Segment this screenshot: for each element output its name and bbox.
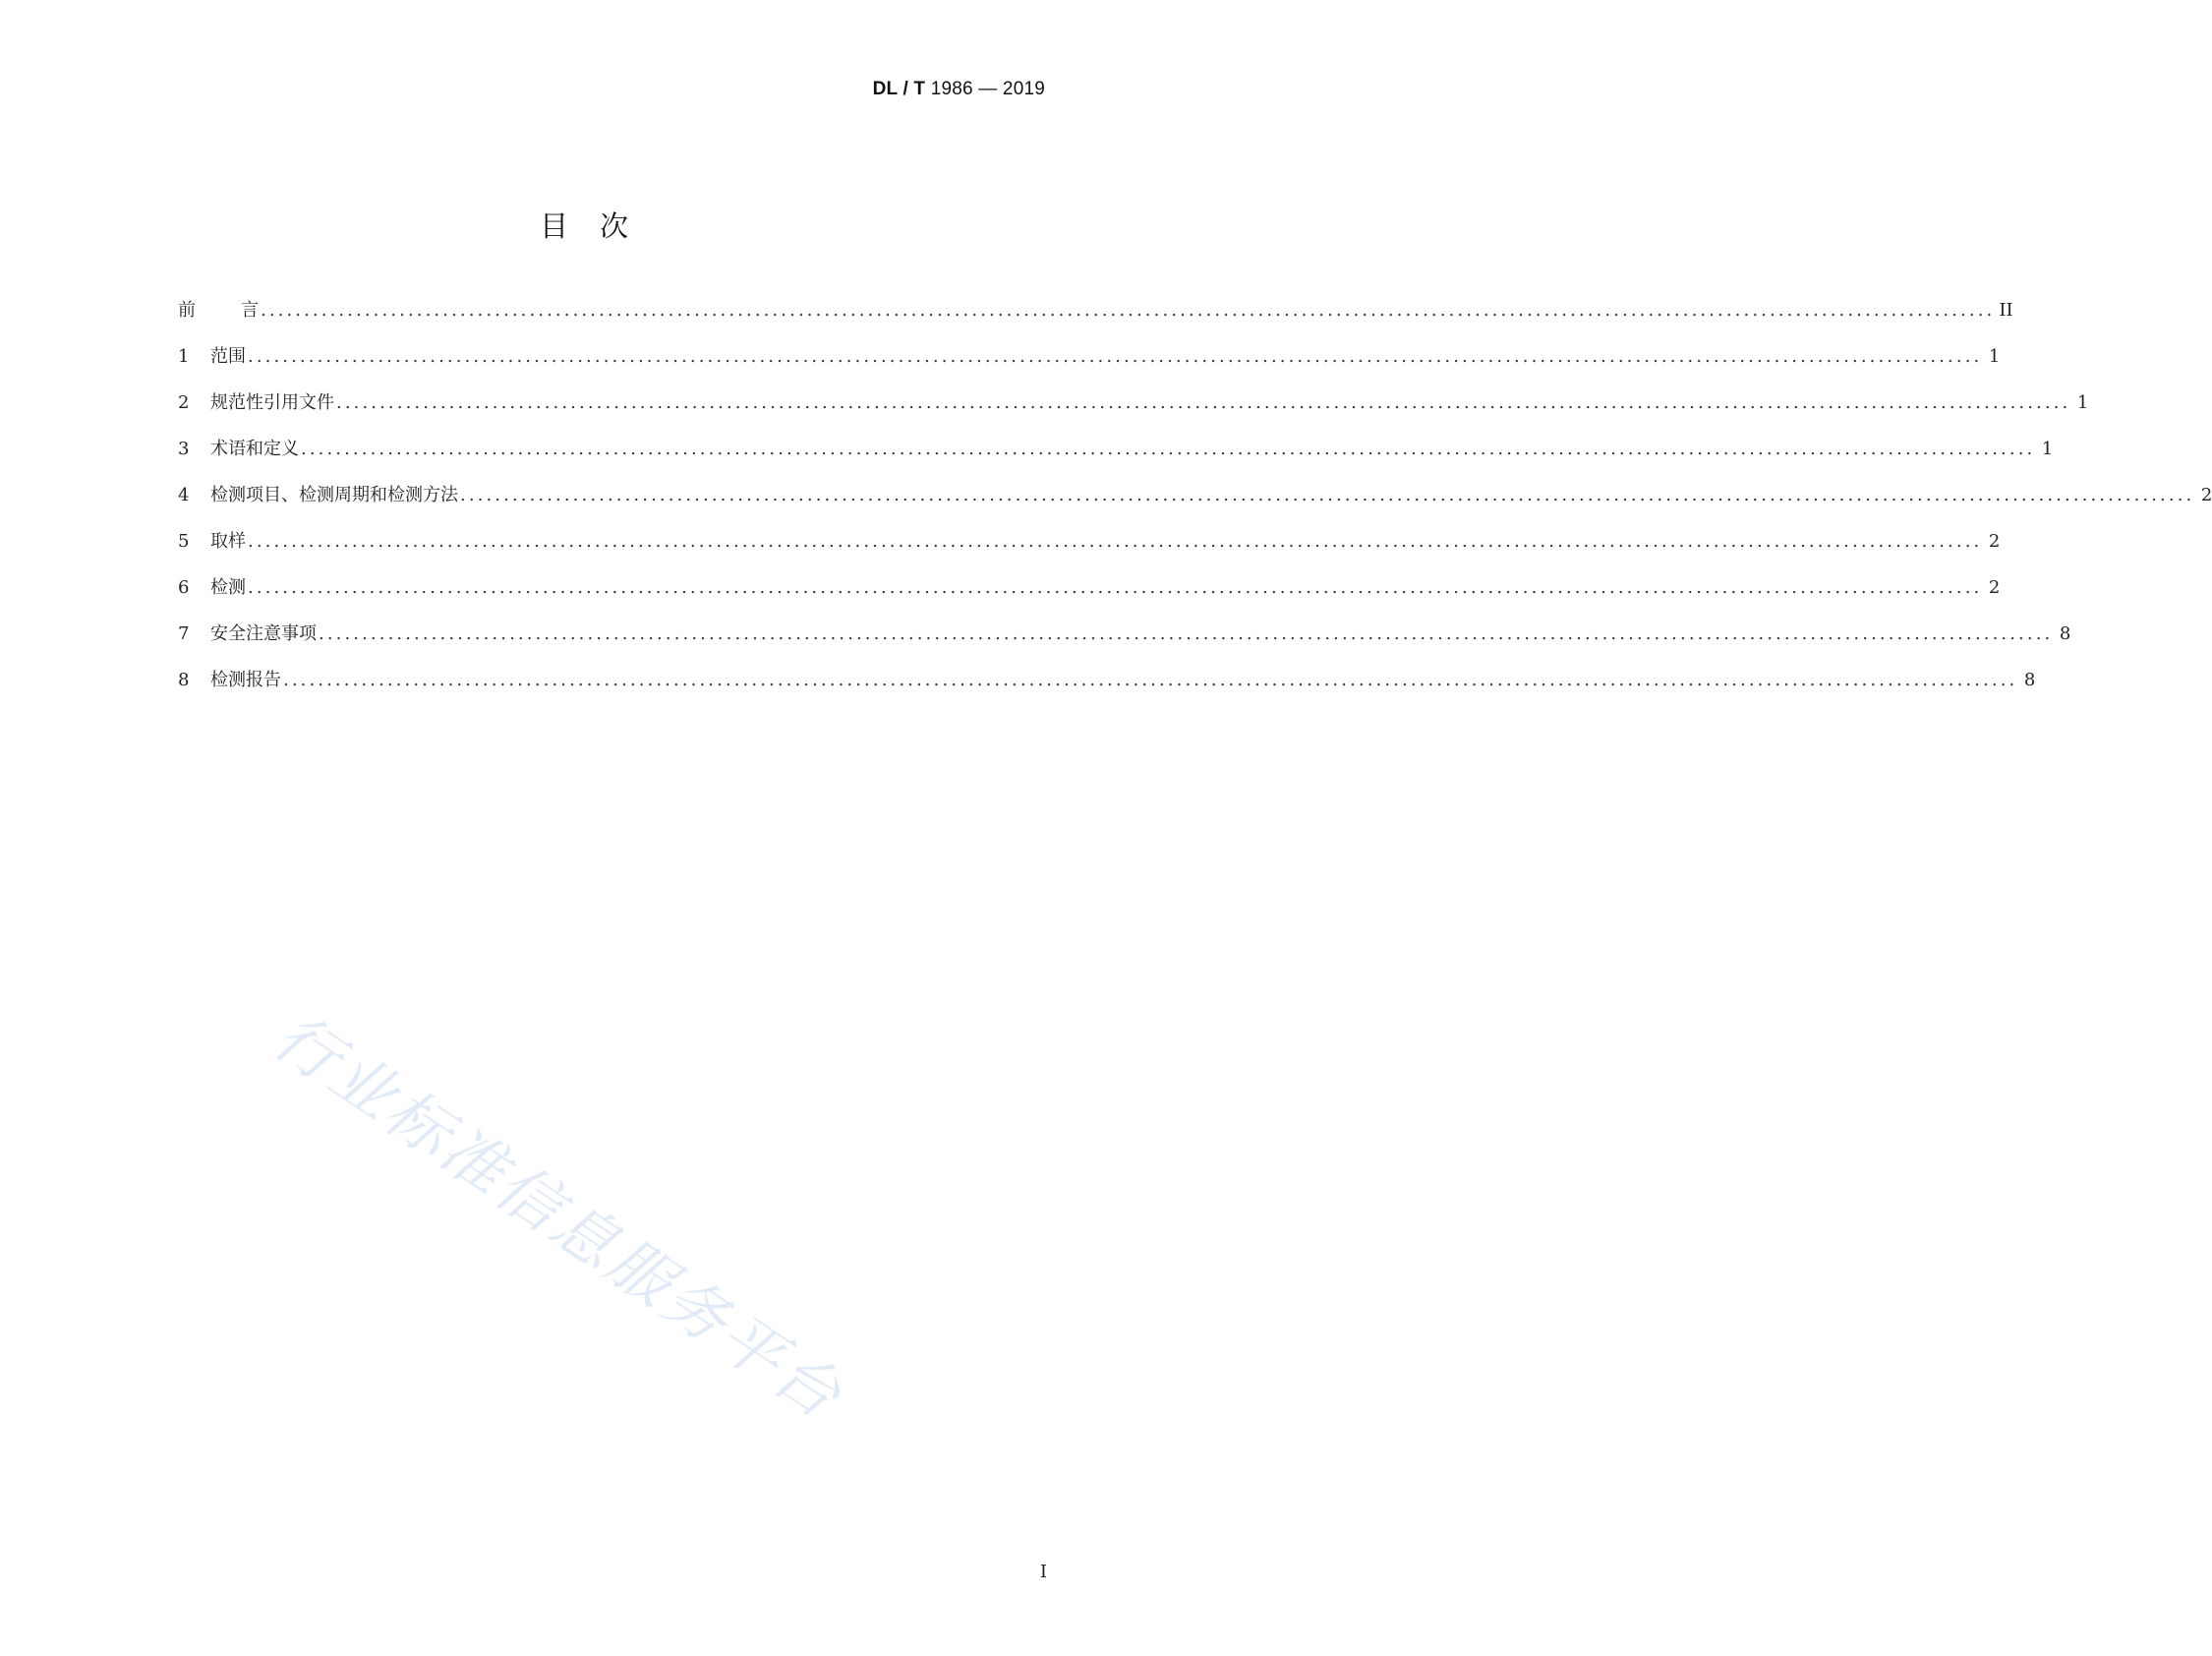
toc-entry-page: 2 xyxy=(1988,531,2001,552)
toc-entry-terms-definitions[interactable] xyxy=(178,438,2054,484)
toc-entry-normative-references[interactable] xyxy=(178,391,2089,438)
dot-leader: ........................................................................................................................................................................................................ xyxy=(283,670,2018,690)
page-title xyxy=(0,205,1170,245)
toc-entry-number: 3 xyxy=(178,439,190,459)
toc-entry-number: 7 xyxy=(178,623,190,644)
toc-entry-page: 1 xyxy=(1988,346,2001,367)
toc-entry-page: 2 xyxy=(2200,485,2212,505)
toc-entry-test-report[interactable] xyxy=(178,669,2036,715)
dot-leader: ........................................................................................................................................................................................................ xyxy=(248,577,1983,598)
dot-leader: ........................................................................................................................................................................................................ xyxy=(319,623,2054,644)
toc-entry-page: 8 xyxy=(2059,623,2071,644)
toc-entry-label: 前 言 xyxy=(178,300,259,321)
toc-entry-label: 范围 xyxy=(210,346,246,367)
toc-entry-page: 8 xyxy=(2023,670,2036,690)
dot-leader: ........................................................................................................................................................................................................ xyxy=(261,300,1996,321)
toc-entry-page: 1 xyxy=(2041,439,2054,459)
toc-entry-label: 术语和定义 xyxy=(210,439,299,459)
toc-entry-label: 检测 xyxy=(210,577,246,598)
standard-prefix: DL / T xyxy=(872,79,926,99)
toc-entry-safety[interactable] xyxy=(178,622,2071,669)
toc-entry-label: 检测项目、检测周期和检测方法 xyxy=(210,485,458,505)
toc-entry-foreword[interactable] xyxy=(178,299,2013,345)
toc-entry-test-items[interactable] xyxy=(178,484,2212,530)
toc-entry-page: 2 xyxy=(1988,577,2001,598)
toc-entry-number: 6 xyxy=(178,577,190,598)
watermark: 行业标准信息服务平台 xyxy=(261,1000,856,1436)
toc-entry-page: 1 xyxy=(2076,392,2089,413)
title-char-2: 次 xyxy=(600,209,631,243)
toc-entry-page: II xyxy=(1999,300,2013,321)
toc-entry-label: 检测报告 xyxy=(210,670,281,690)
toc-entry-number: 1 xyxy=(178,346,190,367)
dot-leader: ........................................................................................................................................................................................................ xyxy=(248,346,1983,367)
table-of-contents xyxy=(178,299,2212,715)
page-number: I xyxy=(1039,1562,1047,1582)
dot-leader: ........................................................................................................................................................................................................ xyxy=(248,531,1983,552)
standard-number: 1986 — 2019 xyxy=(930,79,1045,99)
toc-entry-label: 规范性引用文件 xyxy=(210,392,334,413)
dot-leader: ........................................................................................................................................................................................................ xyxy=(336,392,2071,413)
standard-code xyxy=(873,79,1045,100)
toc-entry-number: 2 xyxy=(178,392,190,413)
title-char-1: 目 xyxy=(539,209,570,243)
toc-entry-testing[interactable] xyxy=(178,576,2001,622)
toc-entry-label: 安全注意事项 xyxy=(210,623,317,644)
dot-leader: ........................................................................................................................................................................................................ xyxy=(301,439,2036,459)
toc-entry-sampling[interactable] xyxy=(178,530,2001,576)
toc-entry-number: 5 xyxy=(178,531,190,552)
toc-entry-label: 取样 xyxy=(210,531,246,552)
toc-entry-number: 8 xyxy=(178,670,190,690)
toc-entry-scope[interactable] xyxy=(178,345,2001,391)
dot-leader: ........................................................................................................................................................................................................ xyxy=(460,485,2195,505)
toc-entry-number: 4 xyxy=(178,485,190,505)
